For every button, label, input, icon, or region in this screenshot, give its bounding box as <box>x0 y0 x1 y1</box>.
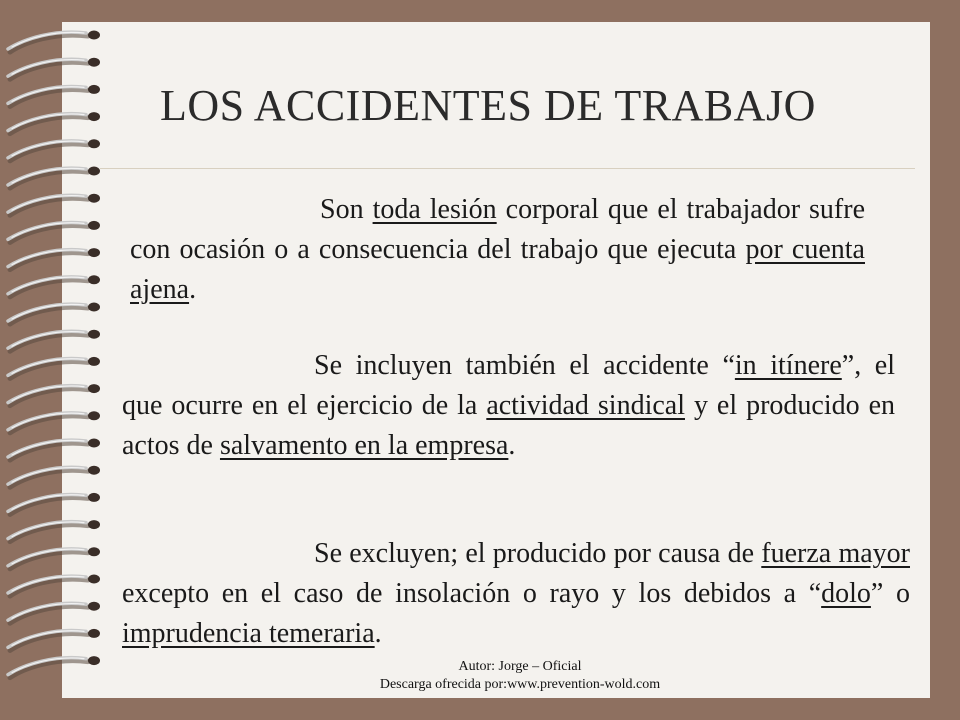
underlined-text: in itínere <box>734 350 842 381</box>
spiral-ring <box>8 575 100 597</box>
spiral-ring <box>8 194 100 216</box>
text-segment: excepto en el caso de insolación o rayo y los debidos a “ <box>122 578 822 609</box>
spiral-ring <box>8 357 100 379</box>
spiral-ring <box>8 547 100 569</box>
underlined-text: actividad sindical <box>486 390 685 421</box>
spiral-ring <box>8 656 100 678</box>
spiral-ring <box>8 167 100 189</box>
spiral-ring <box>8 221 100 243</box>
underlined-text: por cuenta ajena <box>130 234 865 305</box>
inclusions-paragraph <box>122 346 895 466</box>
text-segment: . <box>508 430 516 461</box>
underlined-text: toda lesión <box>372 194 497 225</box>
page-title: LOS ACCIDENTES DE TRABAJO <box>160 81 816 130</box>
spiral-binding-icon <box>0 0 120 720</box>
text-segment: Se excluyen; el producido por causa de <box>314 538 762 569</box>
footer-author: Autor: Jorge – Oficial <box>458 659 582 674</box>
spiral-ring <box>8 493 100 515</box>
text-segment: . <box>374 618 382 649</box>
footer-download: Descarga ofrecida por:www.prevention-wold.com <box>379 677 661 692</box>
spiral-ring <box>8 466 100 488</box>
spiral-ring <box>8 248 100 270</box>
exclusions-paragraph <box>122 534 910 654</box>
text-segment: ”, el que ocurre en el ejercicio de la <box>122 350 895 421</box>
text-segment: corporal que el trabajador sufre con ocasión o a consecuencia del trabajo que ejecuta <box>130 194 866 265</box>
spiral-ring <box>8 629 100 651</box>
spiral-ring <box>8 602 100 624</box>
underlined-text: salvamento en la empresa <box>219 430 509 461</box>
spiral-ring <box>8 384 100 406</box>
text-segment: . <box>189 274 197 305</box>
spiral-ring <box>8 520 100 542</box>
spiral-ring <box>8 330 100 352</box>
text-segment: Se incluyen también el accidente “ <box>314 350 735 381</box>
spiral-ring <box>8 303 100 325</box>
spiral-ring <box>8 411 100 433</box>
underlined-text: imprudencia temeraria <box>122 618 375 649</box>
definition-paragraph <box>130 190 865 310</box>
spiral-ring <box>8 85 100 107</box>
spiral-ring <box>8 139 100 161</box>
text-segment: ” o <box>870 578 910 609</box>
title-divider <box>100 168 915 169</box>
spiral-ring <box>8 31 100 53</box>
text-segment: Son <box>320 194 373 225</box>
spiral-ring <box>8 275 100 297</box>
spiral-ring <box>8 112 100 134</box>
text-segment: y el producido en actos de <box>122 390 895 461</box>
spiral-ring <box>8 439 100 461</box>
spiral-ring <box>8 58 100 79</box>
underlined-text: fuerza mayor <box>761 538 910 569</box>
underlined-text: dolo <box>821 578 871 609</box>
